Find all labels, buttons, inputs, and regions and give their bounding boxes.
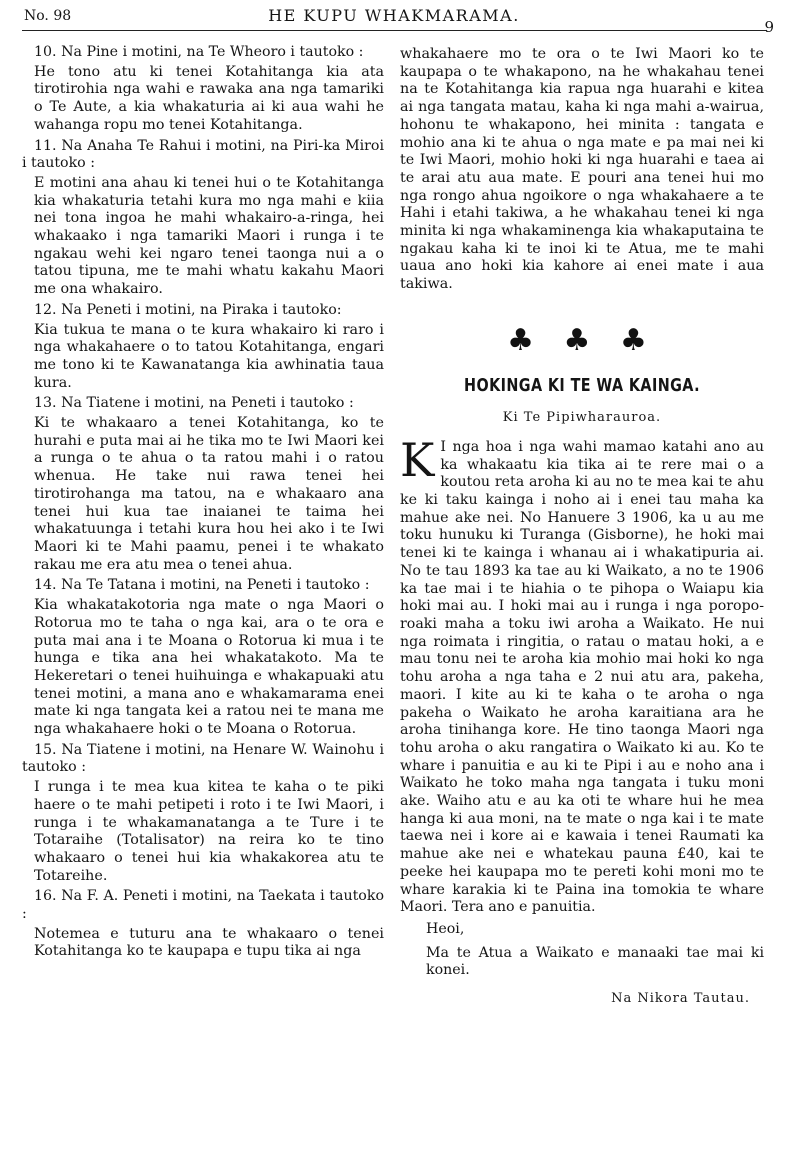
clover-ornament-icon: ♣ ♣ ♣	[507, 322, 657, 358]
publication-title: HE KUPU WHAKMARAMA.	[268, 6, 520, 25]
page-header	[22, 4, 774, 36]
issue-number: No. 98	[24, 8, 72, 24]
resolution-heading: 14. Na Te Tatana i motini, na Peneti i tautoko :	[34, 577, 370, 594]
article-heading: HOKINGA KI TE WA KAINGA.	[464, 375, 700, 396]
closing-line: Ma te Atua a Waikato e manaaki tae mai ki konei.	[426, 944, 764, 979]
resolution-text: He tono atu ki tenei Kotahitanga kia ata tirotirohia nga wahi e rawaka ana nga tamariki o Te Aute, a kia whakaturia ai ki aua wahi he wahanga ropu mo tenei Kotahitanga.	[34, 63, 384, 133]
page-number: 9	[764, 18, 774, 36]
article-subheading: Ki Te Pipiwharauroa.	[502, 410, 662, 426]
letter-body-paragraph	[400, 432, 764, 917]
resolution-heading: 16. Na F. A. Peneti i motini, na Taekata i tautoko :	[22, 888, 384, 923]
resolution-heading: 12. Na Peneti i motini, na Piraka i tautoko:	[34, 301, 342, 318]
right-column	[400, 44, 764, 1008]
resolution-heading: 13. Na Tiatene i motini, na Peneti i tautoko :	[34, 395, 354, 412]
resolution-text: E motini ana ahau ki tenei hui o te Kotahitanga kia whakaturia tetahi kura mo nga mahi e kiia nei tona ingoa he mahi whakairo-a-ringa, hei whakaako i nga tamariki Maori i runga i te ngakau wehi kei ngaro tenei taonga nui a o tatou tipuna, me te mahi whatu kakahu Maori me ona whakairo.	[34, 174, 384, 298]
resolution-heading: 15. Na Tiatene i motini, na Henare W. Wainohu i tautoko :	[22, 741, 384, 776]
salutation: Heoi,	[426, 920, 465, 937]
resolution-text: I runga i te mea kua kitea te kaha o te piki haere o te mahi petipeti i roto i te Iwi Maori, i runga i te whakamanatanga a te Ture i te Totaraihe (Totalisator) na reira ko te tino whakaaro o tenei hui kia whakakorea atu te Totareihe.	[34, 779, 384, 884]
resolution-text: Notemea e tuturu ana te whakaaro o tenei Kotahitanga ko te kaupapa e tupu tika ai nga	[34, 925, 384, 960]
resolution-text: Ki te whakaaro a tenei Kotahitanga, ko te hurahi e puta mai ai he tika mo te Iwi Maori kei a runga o te ahua o ta ratou mahi i o ratou whenua. He take nui rawa tenei hei tirotirohanga ma tatou, na e whakaaro ana tenei hui kua tae inaianei te taima hei whakatuunga i tetahi kura hou hei ako i te Iwi Maori ki te Mahi paamu, penei i te whakato rakau me era atu mea o tenei ahua.	[34, 415, 384, 573]
letter	[400, 432, 764, 1008]
signature: Na Nikora Tautau.	[611, 991, 750, 1007]
letter-body: I nga hoa i nga wahi mamao katahi ano au ka whakaatu kia tika ai te rere mai o a koutou reta aroha ki au no te mea kai te ahu ke ki taku kainga i noho ai i enei tau maha ka mahue ake nei. No Hanuere 3 1906, ka u au me toku hunuku ki Turanga (Gisborne), he hoki mai tenei ki te kainga i whanau ai i whakatipuria ai. No te tau 1893 ka tae au ki Waikato, a no te 1906 ka tae mai i te hiahia o te pihopa o Waiapu kia hoki mai au. I hoki mai au i runga i nga poropo-roaki maha a toku iwi aroha a Waikato. He nui nga roimata i ringitia, o ratau o matau hoki, a e mau tonu nei te aroha kia mohio mai hoki ko nga tohu aroha a nga taha e 2 nui atu ara, pakeha, maori. I kite au ki te kaha o te aroha o nga pakeha o Waikato he aroha karaitiana ara he aroha tinihanga kore. He tino taonga Maori nga tohu aroha o aku rangatira o Waikato ki au. Ko te whare i panuitia e au ki te Pipi i au e noho ana i Waikato he toko maha nga tangata i tuku moni ake. Waiho atu e au ka oti te whare hui he mea hanga ki aua moni, na te mate o nga kai i te mate taewa nei i kore ai e kawaia i tenei Raumati ka mahue ake nei e whatekau pauna £40, kai te peeke hei kaupapa mo te pereti kohi moni mo te whare karakia ki te Paina ina tomokia te whare Maori. Tera ano e panuitia.	[400, 438, 764, 916]
resolution-heading: 10. Na Pine i motini, na Te Wheoro i tautoko :	[34, 44, 364, 60]
continuation-text: whakahaere mo te ora o te Iwi Maori ko te kaupapa o te whakapono, na he whakahau tenei na te Kotahitanga kia rapua nga huarahi e kitea ai nga tangata matau, kaha ki nga mahi a-wairua, hohonu te whakapono, hei minita : tangata e mohio ana ki te ahua o nga mate e pa mai nei ki te Iwi Maori, mohio hoki ki nga huarahi e taea ai te arai atu aua mate. E pouri ana tenei hui mo nga rongo ahua ngoikore o nga whakahaere a te Hahi i etahi takiwa, a he whakahau tenei ki nga minita ki nga whakaminenga kia whakaputaina te ngakau kaha ki te inoi ki te Atua, me te mahi uaua ano hoki kia kahore ai enei mate i aua takiwa.	[400, 46, 764, 293]
resolution-text: Kia whakatakotoria nga mate o nga Maori o Rotorua mo te taha o nga kai, ara o te ora e puta mai ana i te Moana o Rotorua ki mua i te hunga e tika ana hei whakatakoto. Ma te Hekeretari o tenei huihuinga e whakapuaki atu tenei motini, a mana ano e whakamarama enei mate ki nga tangata kei a ratou nei te mana me nga whakahaere hoki o te Moana o Rotorua.	[34, 597, 384, 738]
drop-cap: K	[400, 432, 435, 487]
resolution-text: Kia tukua te mana o te kura whakairo ki raro i nga whakahaere o to tatou Kotahitanga, engari me tono ki te Kawanatanga kia awhinatia taua kura.	[34, 321, 384, 391]
left-column	[22, 44, 384, 961]
resolution-heading: 11. Na Anaha Te Rahui i motini, na Piri-ka Miroi i tautoko :	[22, 137, 384, 172]
